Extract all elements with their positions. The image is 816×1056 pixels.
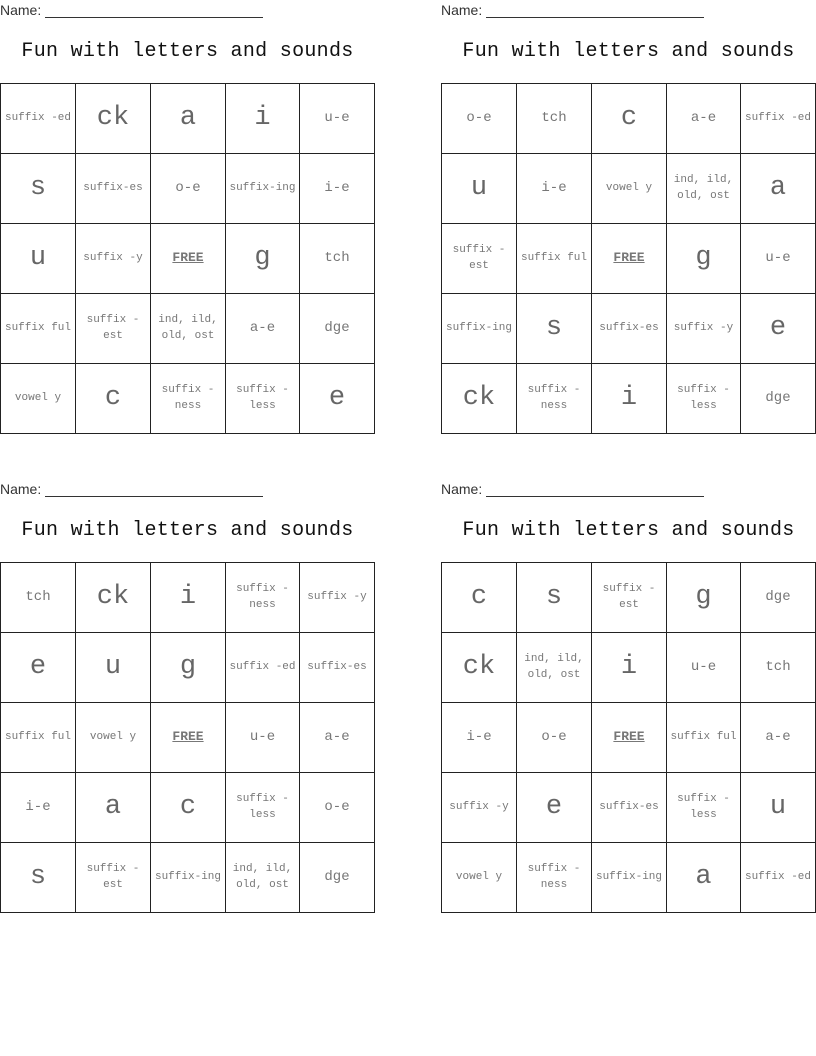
bingo-cell: u bbox=[741, 773, 815, 843]
bingo-cell: suffix -ed bbox=[741, 84, 815, 154]
bingo-cell: vowel y bbox=[1, 364, 76, 433]
bingo-cell: i-e bbox=[300, 154, 374, 224]
bingo-cell: a-e bbox=[300, 703, 374, 773]
bingo-cell: c bbox=[76, 364, 151, 433]
bingo-cell: g bbox=[667, 224, 741, 294]
bingo-cell: s bbox=[1, 843, 76, 912]
bingo-cell: suffix -y bbox=[667, 294, 741, 364]
bingo-cell: c bbox=[592, 84, 667, 154]
bingo-cell: e bbox=[741, 294, 815, 364]
name-line bbox=[486, 3, 704, 18]
bingo-cell: vowel y bbox=[592, 154, 667, 224]
bingo-cell: e bbox=[1, 633, 76, 703]
free-space: FREE bbox=[592, 703, 667, 773]
bingo-cell: suffix -ed bbox=[1, 84, 76, 154]
bingo-cell: suffix -less bbox=[667, 364, 741, 433]
free-space: FREE bbox=[151, 224, 226, 294]
bingo-cell: suffix -less bbox=[226, 364, 300, 433]
bingo-cell: i-e bbox=[442, 703, 517, 773]
free-space: FREE bbox=[592, 224, 667, 294]
bingo-cell: vowel y bbox=[442, 843, 517, 912]
bingo-cell: c bbox=[442, 563, 517, 633]
name-row bbox=[441, 481, 704, 497]
bingo-cell: suffix-ing bbox=[226, 154, 300, 224]
bingo-cell: i bbox=[226, 84, 300, 154]
bingo-cell: suffix -ness bbox=[151, 364, 226, 433]
bingo-cell: u bbox=[442, 154, 517, 224]
bingo-cell: dge bbox=[741, 563, 815, 633]
bingo-cell: suffix -ed bbox=[226, 633, 300, 703]
bingo-cell: ck bbox=[442, 633, 517, 703]
bingo-grid bbox=[441, 83, 816, 434]
bingo-cell: c bbox=[151, 773, 226, 843]
bingo-cell: i-e bbox=[517, 154, 592, 224]
bingo-cell: u bbox=[1, 224, 76, 294]
name-row bbox=[0, 2, 263, 18]
name-row bbox=[0, 481, 263, 497]
name-line bbox=[45, 482, 263, 497]
bingo-cell: suffix-es bbox=[592, 294, 667, 364]
bingo-cell: suffix -est bbox=[592, 563, 667, 633]
bingo-cell: tch bbox=[741, 633, 815, 703]
bingo-cell: a-e bbox=[226, 294, 300, 364]
bingo-cell: dge bbox=[324, 869, 350, 886]
bingo-cell: suffix ful bbox=[517, 224, 592, 294]
bingo-cell: suffix -y bbox=[76, 224, 151, 294]
bingo-cell: suffix -y bbox=[442, 773, 517, 843]
name-line bbox=[486, 482, 704, 497]
bingo-cell: e bbox=[517, 773, 592, 843]
bingo-cell: dge bbox=[300, 294, 374, 364]
bingo-cell: ck bbox=[76, 84, 151, 154]
bingo-cell: suffix -less bbox=[667, 773, 741, 843]
bingo-cell: i bbox=[592, 633, 667, 703]
bingo-cell: i-e bbox=[1, 773, 76, 843]
bingo-cell: suffix ful bbox=[1, 294, 76, 364]
bingo-cell: suffix-ing bbox=[151, 843, 226, 912]
bingo-cell: tch bbox=[300, 224, 374, 294]
bingo-cell: g bbox=[226, 224, 300, 294]
bingo-cell: u bbox=[76, 633, 151, 703]
bingo-cell: ck bbox=[442, 364, 517, 433]
bingo-cell: suffix-es bbox=[76, 154, 151, 224]
bingo-cell: a bbox=[151, 84, 226, 154]
name-label: Name: bbox=[0, 481, 42, 497]
name-line bbox=[45, 3, 263, 18]
card-title: Fun with letters and sounds bbox=[462, 519, 795, 542]
bingo-cell: o-e bbox=[300, 773, 374, 843]
bingo-grid bbox=[0, 83, 375, 434]
bingo-cell: a bbox=[76, 773, 151, 843]
bingo-cell: ind, ild, old, ost bbox=[226, 843, 300, 912]
bingo-grid bbox=[0, 562, 375, 913]
bingo-cell: o-e bbox=[442, 84, 517, 154]
bingo-cell: ck bbox=[76, 563, 151, 633]
bingo-cell: o-e bbox=[151, 154, 226, 224]
bingo-cell: suffix -ness bbox=[517, 843, 592, 912]
bingo-cell: suffix -ness bbox=[517, 364, 592, 433]
bingo-cell: suffix ful bbox=[1, 703, 76, 773]
bingo-cell: i bbox=[151, 563, 226, 633]
name-label: Name: bbox=[441, 2, 483, 18]
bingo-cell: u-e bbox=[300, 84, 374, 154]
bingo-cell: i bbox=[592, 364, 667, 433]
bingo-cell: ind, ild, old, ost bbox=[517, 633, 592, 703]
name-row bbox=[441, 2, 704, 18]
name-label: Name: bbox=[441, 481, 483, 497]
bingo-cell: suffix-ing bbox=[592, 843, 667, 912]
bingo-cell: suffix -est bbox=[76, 843, 151, 912]
bingo-cell: suffix -less bbox=[226, 773, 300, 843]
bingo-cell: g bbox=[667, 563, 741, 633]
card-title: Fun with letters and sounds bbox=[462, 40, 795, 63]
bingo-cell: suffix-es bbox=[592, 773, 667, 843]
bingo-cell: u-e bbox=[667, 633, 741, 703]
bingo-cell: tch bbox=[1, 563, 76, 633]
bingo-cell: g bbox=[151, 633, 226, 703]
bingo-cell: s bbox=[517, 294, 592, 364]
bingo-cell: a bbox=[667, 843, 741, 912]
bingo-cell: suffix-ing bbox=[442, 294, 517, 364]
bingo-cell: a-e bbox=[741, 703, 815, 773]
bingo-cell: a bbox=[741, 154, 815, 224]
bingo-cell: suffix -ness bbox=[226, 563, 300, 633]
bingo-cell: suffix ful bbox=[667, 703, 741, 773]
bingo-cell: suffix-es bbox=[300, 633, 374, 703]
bingo-cell: suffix -est bbox=[442, 224, 517, 294]
bingo-cell: s bbox=[1, 154, 76, 224]
bingo-cell: u-e bbox=[741, 224, 815, 294]
bingo-cell: tch bbox=[517, 84, 592, 154]
card-title: Fun with letters and sounds bbox=[21, 40, 354, 63]
card-title: Fun with letters and sounds bbox=[21, 519, 354, 542]
name-label: Name: bbox=[0, 2, 42, 18]
bingo-cell: ind, ild, old, ost bbox=[667, 154, 741, 224]
bingo-cell: e bbox=[328, 382, 346, 413]
bingo-cell: dge bbox=[765, 390, 791, 407]
bingo-cell: s bbox=[517, 563, 592, 633]
bingo-cell: a-e bbox=[667, 84, 741, 154]
bingo-cell: vowel y bbox=[76, 703, 151, 773]
bingo-grid bbox=[441, 562, 816, 913]
bingo-cell: o-e bbox=[517, 703, 592, 773]
bingo-cell: ind, ild, old, ost bbox=[151, 294, 226, 364]
bingo-cell: suffix -ed bbox=[744, 870, 811, 883]
bingo-cell: suffix -est bbox=[76, 294, 151, 364]
bingo-cell: u-e bbox=[226, 703, 300, 773]
bingo-cell: suffix -y bbox=[300, 563, 374, 633]
free-space: FREE bbox=[151, 703, 226, 773]
